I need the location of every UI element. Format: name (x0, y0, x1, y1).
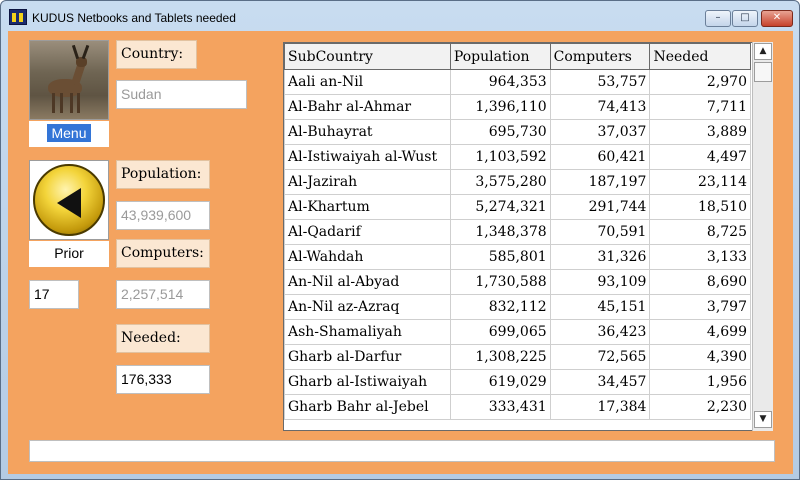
needed-field[interactable]: 176,333 (116, 365, 210, 394)
cell-computers[interactable]: 31,326 (550, 245, 650, 270)
cell-needed[interactable]: 3,133 (650, 245, 751, 270)
column-header-population[interactable]: Population (450, 44, 550, 70)
back-arrow-icon (33, 164, 105, 236)
cell-computers[interactable]: 45,151 (550, 295, 650, 320)
scroll-thumb[interactable] (754, 62, 772, 82)
table-row[interactable] (285, 145, 751, 170)
cell-population[interactable]: 619,029 (450, 370, 550, 395)
cell-subcountry[interactable]: Al-Bahr al-Ahmar (285, 95, 451, 120)
column-header-needed[interactable]: Needed (650, 44, 751, 70)
cell-needed[interactable]: 3,797 (650, 295, 751, 320)
cell-subcountry[interactable]: Aali an-Nil (285, 70, 451, 95)
cell-subcountry[interactable]: An-Nil al-Abyad (285, 270, 451, 295)
cell-needed[interactable]: 8,725 (650, 220, 751, 245)
cell-subcountry[interactable]: Al-Qadarif (285, 220, 451, 245)
prior-image-button[interactable] (29, 160, 109, 240)
cell-computers[interactable]: 60,421 (550, 145, 650, 170)
computers-field[interactable]: 2,257,514 (116, 280, 210, 309)
table-row[interactable] (285, 120, 751, 145)
table-row[interactable] (285, 295, 751, 320)
cell-population[interactable]: 964,353 (450, 70, 550, 95)
cell-subcountry[interactable]: Gharb Bahr al-Jebel (285, 395, 451, 420)
menu-label: Menu (47, 124, 90, 142)
scroll-up-button[interactable]: ▲ (754, 43, 772, 60)
country-label: Country: (116, 40, 197, 69)
cell-population[interactable]: 1,103,592 (450, 145, 550, 170)
population-label: Population: (116, 160, 210, 189)
computers-label: Computers: (116, 239, 210, 268)
cell-computers[interactable]: 291,744 (550, 195, 650, 220)
cell-needed[interactable]: 18,510 (650, 195, 751, 220)
grid-scrollbar[interactable] (752, 42, 773, 431)
table-row[interactable] (285, 370, 751, 395)
table-row[interactable] (285, 170, 751, 195)
cell-needed[interactable]: 7,711 (650, 95, 751, 120)
cell-needed[interactable]: 3,889 (650, 120, 751, 145)
table-row[interactable] (285, 395, 751, 420)
cell-computers[interactable]: 37,037 (550, 120, 650, 145)
grid-body (285, 70, 751, 420)
cell-subcountry[interactable]: Al-Istiwaiyah al-Wust (285, 145, 451, 170)
table-row[interactable] (285, 270, 751, 295)
cell-population[interactable]: 585,801 (450, 245, 550, 270)
menu-image[interactable] (29, 40, 109, 120)
cell-computers[interactable]: 93,109 (550, 270, 650, 295)
population-field[interactable]: 43,939,600 (116, 201, 210, 230)
table-row[interactable] (285, 195, 751, 220)
table-row[interactable] (285, 220, 751, 245)
cell-needed[interactable]: 4,497 (650, 145, 751, 170)
cell-subcountry[interactable]: Gharb al-Istiwaiyah (285, 370, 451, 395)
cell-computers[interactable]: 53,757 (550, 70, 650, 95)
table-row[interactable] (285, 245, 751, 270)
table-row[interactable] (285, 345, 751, 370)
table-row[interactable] (285, 95, 751, 120)
cell-computers[interactable]: 74,413 (550, 95, 650, 120)
cell-population[interactable]: 3,575,280 (450, 170, 550, 195)
cell-computers[interactable]: 17,384 (550, 395, 650, 420)
scroll-down-button[interactable]: ▼ (754, 411, 772, 428)
cell-computers[interactable]: 187,197 (550, 170, 650, 195)
cell-needed[interactable]: 8,690 (650, 270, 751, 295)
window-title: KUDUS Netbooks and Tablets needed (32, 11, 236, 25)
cell-needed[interactable]: 1,956 (650, 370, 751, 395)
title-bar[interactable] (1, 1, 799, 31)
cell-needed[interactable]: 4,699 (650, 320, 751, 345)
cell-needed[interactable]: 23,114 (650, 170, 751, 195)
cell-subcountry[interactable]: Al-Buhayrat (285, 120, 451, 145)
column-header-subcountry[interactable]: SubCountry (285, 44, 451, 70)
table-row[interactable] (285, 70, 751, 95)
cell-computers[interactable]: 36,423 (550, 320, 650, 345)
minimize-button[interactable]: – (705, 10, 731, 27)
cell-computers[interactable]: 72,565 (550, 345, 650, 370)
needed-label: Needed: (116, 324, 210, 353)
table-row[interactable] (285, 320, 751, 345)
cell-needed[interactable]: 2,230 (650, 395, 751, 420)
column-header-computers[interactable]: Computers (550, 44, 650, 70)
cell-population[interactable]: 5,274,321 (450, 195, 550, 220)
cell-needed[interactable]: 4,390 (650, 345, 751, 370)
menu-button[interactable] (29, 121, 109, 147)
cell-subcountry[interactable]: An-Nil az-Azraq (285, 295, 451, 320)
cell-computers[interactable]: 34,457 (550, 370, 650, 395)
app-icon (9, 9, 27, 25)
cell-population[interactable]: 1,730,588 (450, 270, 550, 295)
prior-button[interactable]: Prior (29, 241, 109, 267)
cell-population[interactable]: 1,348,378 (450, 220, 550, 245)
cell-subcountry[interactable]: Ash-Shamaliyah (285, 320, 451, 345)
subcountry-grid[interactable] (283, 42, 773, 431)
cell-population[interactable]: 699,065 (450, 320, 550, 345)
country-field[interactable]: Sudan (116, 80, 247, 109)
cell-needed[interactable]: 2,970 (650, 70, 751, 95)
cell-population[interactable]: 1,396,110 (450, 95, 550, 120)
maximize-button[interactable]: □ (732, 10, 758, 27)
cell-subcountry[interactable]: Gharb al-Darfur (285, 345, 451, 370)
record-number-field[interactable]: 17 (29, 280, 79, 309)
client-area (8, 31, 793, 474)
cell-population[interactable]: 695,730 (450, 120, 550, 145)
subcountry-table (284, 43, 751, 420)
cell-subcountry[interactable]: Al-Khartum (285, 195, 451, 220)
cell-subcountry[interactable]: Al-Wahdah (285, 245, 451, 270)
cell-computers[interactable]: 70,591 (550, 220, 650, 245)
close-button[interactable]: ✕ (761, 10, 793, 27)
cell-population[interactable]: 1,308,225 (450, 345, 550, 370)
cell-population[interactable]: 832,112 (450, 295, 550, 320)
cell-subcountry[interactable]: Al-Jazirah (285, 170, 451, 195)
cell-population[interactable]: 333,431 (450, 395, 550, 420)
kudu-photo (30, 41, 108, 119)
status-bar (29, 440, 775, 462)
grid-header-row (285, 44, 751, 70)
